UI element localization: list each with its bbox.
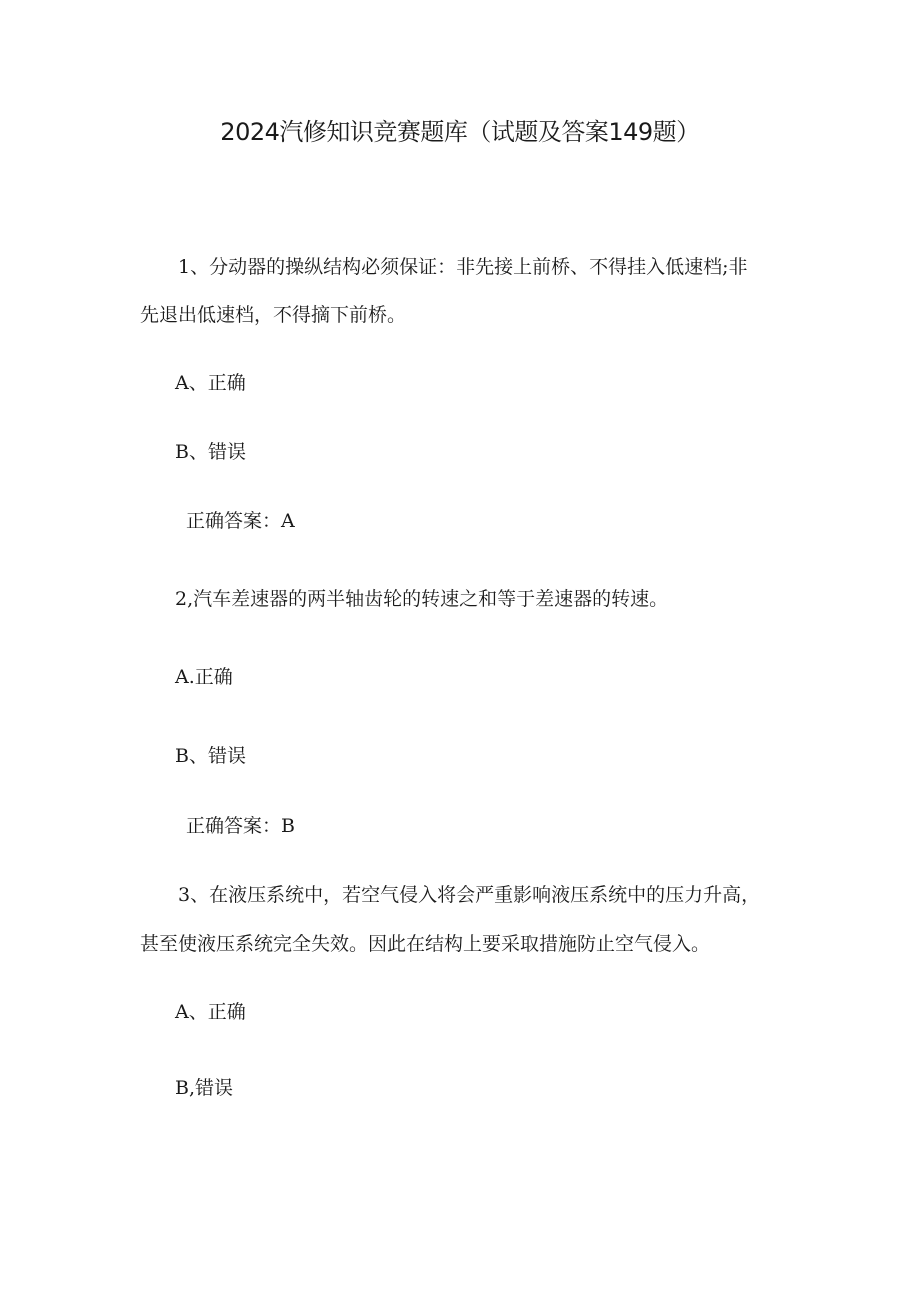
question-3-stem-line-1: 3、在液压系统中，若空气侵入将会严重影响液压系统中的压力升高，	[178, 884, 761, 906]
question-1-option-a: A、正确	[175, 372, 246, 394]
question-3-option-a: A、正确	[175, 1001, 246, 1023]
question-2-option-a: A.正确	[175, 666, 233, 688]
question-1-option-b: B、错误	[175, 441, 246, 463]
question-3-stem-line-2: 甚至使液压系统完全失效。因此在结构上要采取措施防止空气侵入。	[140, 933, 711, 955]
question-3-option-b: B,错误	[175, 1077, 234, 1099]
question-2-option-b: B、错误	[175, 745, 246, 767]
page-title: 2024汽修知识竞赛题库（试题及答案149题）	[220, 118, 700, 146]
question-1-stem-line-2: 先退出低速档，不得摘下前桥。	[140, 304, 407, 326]
question-1-answer: 正确答案：A	[186, 510, 295, 532]
question-2-stem-line-1: 2,汽车差速器的两半轴齿轮的转速之和等于差速器的转速。	[175, 588, 669, 610]
question-2-answer: 正确答案：B	[186, 815, 295, 837]
question-1-stem-line-1: 1、分动器的操纵结构必须保证：非先接上前桥、不得挂入低速档;非	[178, 256, 748, 278]
